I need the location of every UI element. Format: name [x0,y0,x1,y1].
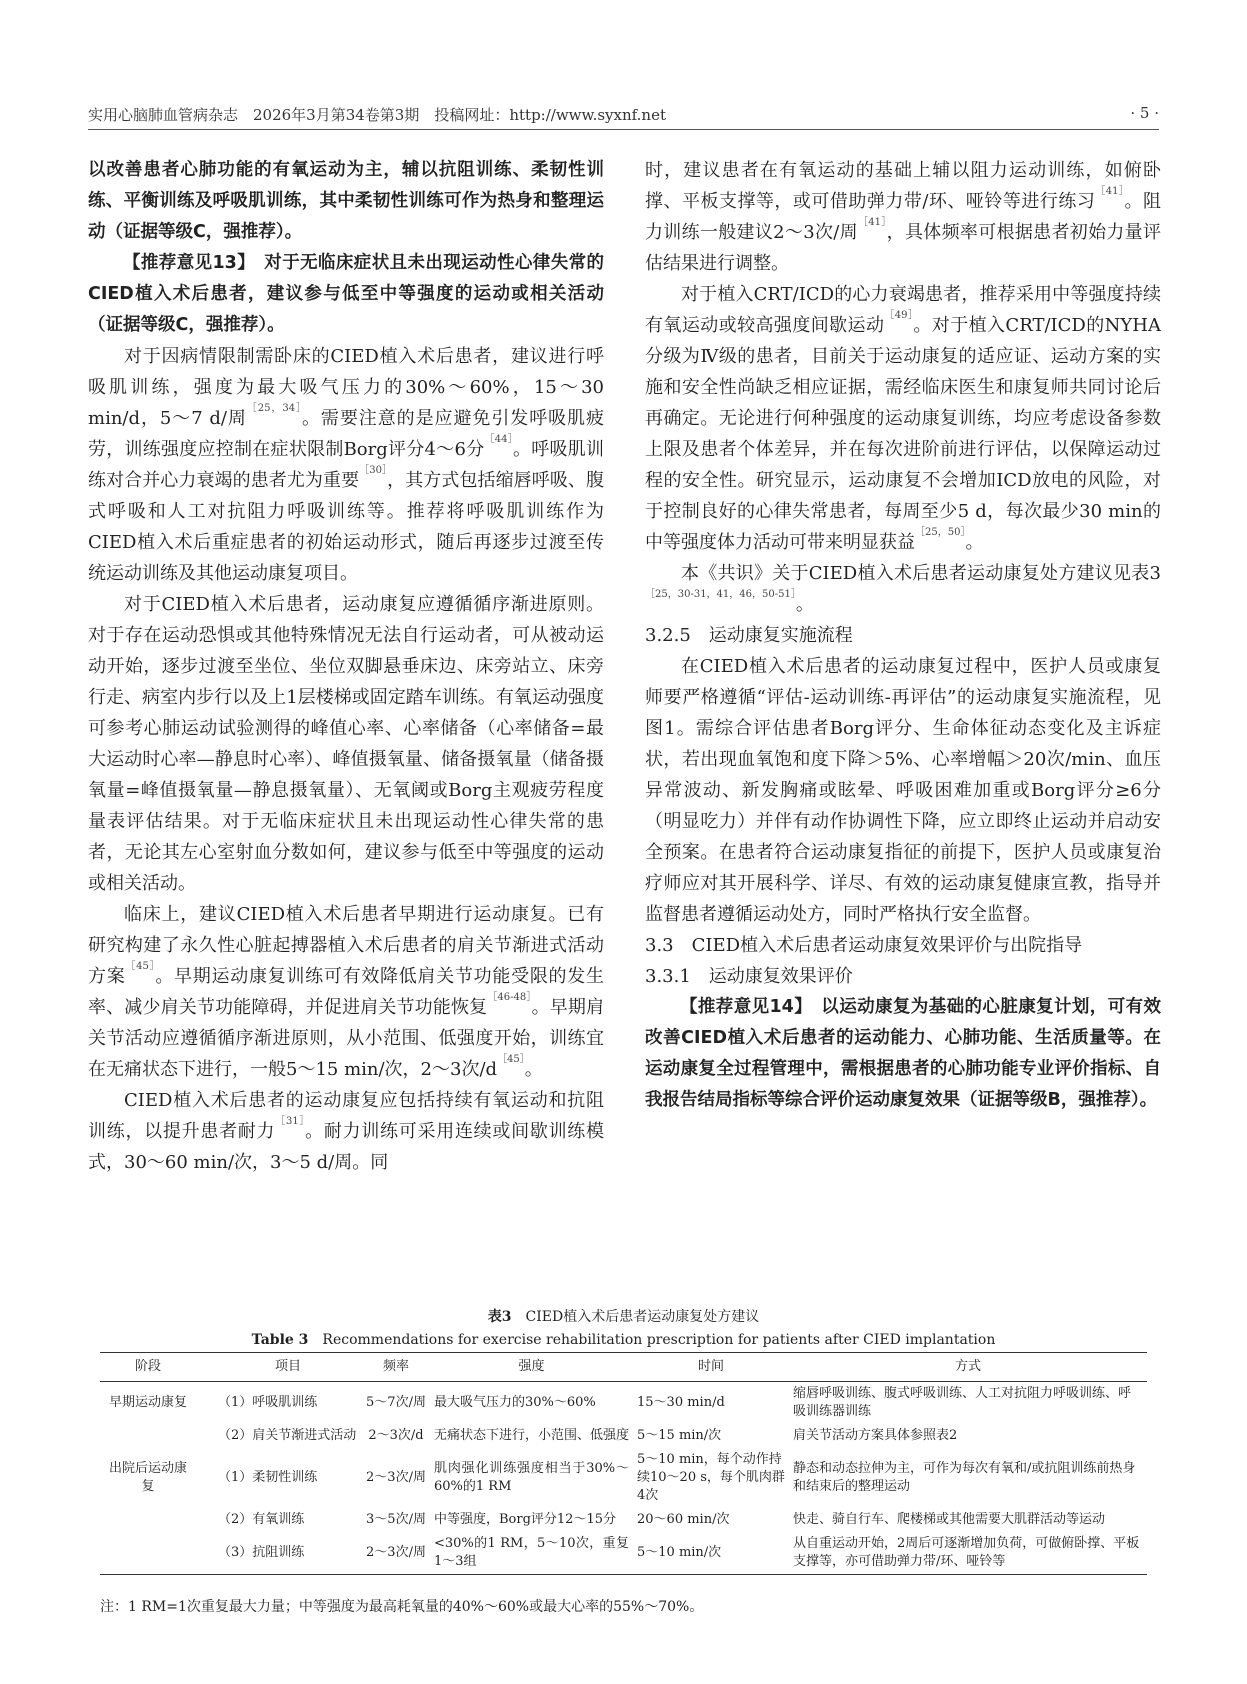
table-row [100,1382,1147,1425]
recommendation-13: 【推荐意见13】 对于无临床症状且未出现运动性心律失常的CIED植入术后患者，建议参与低至中等强度的运动或相关活动（证据等级C，强推荐）。 [88,253,604,335]
table-cell: （3）抗阻训练 [196,1532,362,1575]
table-cell: 出院后运动康复 [108,1461,187,1494]
paragraph: CIED植入术后患者的运动康复应包括持续有氧运动和抗阻训练，以提升患者耐力$^{[31]}$。耐力训练可采用连续或间歇训练模式，30～60 min/次，3～5 d/周。同 [88,1090,605,1173]
citation: ［30］ [359,465,388,476]
table-cell [100,1424,196,1448]
table-row [100,1448,1147,1508]
table-cell: <30%的1 RM，5～10次，重复1～3组 [430,1532,633,1575]
table-cell [100,1532,196,1575]
section-heading-3-3: 3.3 CIED植入术后患者运动康复效果评价与出院指导 [645,935,1083,956]
table-header-row [100,1353,1147,1382]
table-row [100,1532,1147,1575]
header-rule [88,129,1159,130]
column-header: 方式 [789,1353,1147,1382]
table-cell: 最大吸气压力的30%～60% [434,1395,596,1410]
table-cell: 2～3次/周 [366,1470,426,1485]
table-cell: 缩唇呼吸训练、腹式呼吸训练、人工对抗阻力呼吸训练、呼吸训练器训练 [793,1386,1132,1419]
right-column [645,155,1161,1116]
citation: ［41］ [1095,186,1125,197]
running-header [88,100,1159,126]
table-cell: 中等强度，Borg评分12～15分 [434,1512,617,1527]
table-cell: 5～15 min/次 [637,1428,722,1443]
column-header: 项目 [196,1353,362,1382]
table-cell: 5～7次/周 [366,1395,426,1410]
table-row [100,1508,1147,1532]
citation: ［31］ [275,1116,306,1127]
paragraph: 以改善患者心肺功能的有氧运动为主，辅以抗阻训练、柔韧性训练、平衡训练及呼吸肌训练，其中柔韧性训练可作为热身和整理运动（证据等级C，强推荐）。 [88,160,604,242]
table-cell: （1）柔韧性训练 [218,1470,318,1485]
paragraph: 本《共识》关于CIED植入术后患者运动康复处方建议见表$3^{[25,30-31,41,46,50-51]}$。 [645,563,1161,615]
table-cell: （1）呼吸肌训练 [218,1395,318,1410]
paragraph: 对于CIED植入术后患者，运动康复应遵循循序渐进原则。对于存在运动恐惧或其他特殊情况无法自行运动者，可从被动运动开始，逐步过渡至坐位、坐位双脚悬垂床边、床旁站立、床旁行走、病室内步行以及上1层楼梯或固定踏车训练。有氧运动强度可参考心肺运动试验测得的峰值心率、心率储备（心率储备=最大运动时心率—静息时心率）、峰值摄氧量、储备摄氧量（储备摄氧量=峰值摄氧量—静息摄氧量）、无氧阈或Borg主观疲劳程度量表评估结果。对于无临床症状且未出现运动性心律失常的患者，无论其左心室射血分数如何，建议参与低至中等强度的运动或相关活动。 [88,594,604,894]
table-cell: 5～10 min/次 [633,1532,789,1575]
column-header: 强度 [430,1353,633,1382]
table-cell: 无痛状态下进行，小范围、低强度 [434,1428,630,1443]
citation: ［25，30-31，41，46，50-51］ [645,589,796,600]
table-cell: （2）肩关节渐进式活动 [218,1428,357,1443]
citation: ［49］ [884,310,914,321]
paragraph: 在CIED植入术后患者的运动康复过程中，医护人员或康复师要严格遵循“评估-运动训练-再评估”的运动康复实施流程，见图1。需综合评估患者Borg评分、生命体征动态变化及主诉症状，若出现血氧饱和度下降＞5%、心率增幅＞20次/min、血压异常波动、新发胸痛或眩晕、呼吸困难加重或Borg评分≥6分（明显吃力）并伴有动作协调性下降，应立即终止运动并启动安全预案。在患者符合运动康复指征的前提下，医护人员或康复治疗师应对其开展科学、详尽、有效的运动康复健康宣教，指导并监督患者遵循运动处方，同时严格执行安全监督。 [645,656,1161,925]
citation: ［25，50］ [915,527,966,538]
citation: ［46-48］ [487,992,532,1003]
paragraph: 对于因病情限制需卧床的CIED植入术后患者，建议进行呼吸肌训练，强度为最大吸气压力的30%～60%，15～30 min/d，5～7 d/周$^{[25,34]}$。需要注意的是应避免引发呼吸肌疲劳，训练强度应控制在症状限制Borg评分4～6分$^{[44]}$。呼吸肌训练对合并心力衰竭的患者尤为重要$^{[30]}$，其方式包括缩唇呼吸、腹式呼吸和人工对抗阻力呼吸训练等。推荐将呼吸肌训练作为CIED植入术后重症患者的初始运动形式，随后再逐步过渡至传统运动训练及其他运动康复项目。 [88,346,605,584]
citation: ［45］ [497,1054,525,1065]
table-cell: 早期运动康复 [108,1395,187,1410]
table-cell: 肩关节活动方案具体参照表2 [793,1428,958,1443]
paragraph: 临床上，建议CIED植入术后患者早期进行运动康复。已有研究构建了永久性心脏起搏器植入术后患者的肩关节渐进式活动方案$^{[45]}$。早期运动康复训练可有效降低肩关节功能受限的发生率、减少肩关节功能障碍，并促进肩关节功能恢复$^{[46-48]}$。早期肩关节活动应遵循循序渐进原则，从小范围、低强度开始，训练宜在无痛状态下进行，一般5～15 min/次，2～3次$/d^{[45]}$。 [88,904,605,1080]
table-cell: 2～3次/周 [362,1532,430,1575]
table-cell: 快走、骑自行车、爬楼梯或其他需要大肌群活动等运动 [793,1512,1106,1527]
table-cell: 肌肉强化训练强度相当于30%～60%的1 RM [434,1461,629,1494]
citation: ［45］ [125,961,156,972]
citation: ［41］ [858,217,887,228]
table-cell: 2～3次/d [368,1428,424,1443]
left-column [88,155,604,1178]
journal-info: 实用心脑肺血管病杂志 2026年3月第34卷第3期 投稿网址：http://www.syxnf.net [88,106,666,124]
table-row [100,1424,1147,1448]
section-heading-3-2-5: 3.2.5 运动康复实施流程 [645,625,853,646]
column-header: 时间 [633,1353,789,1382]
table-cell: 15～30 min/d [637,1395,725,1410]
citation: ［44］ [484,434,513,445]
table-cell [100,1508,196,1532]
table-note: 注：1 RM=1次重复最大力量；中等强度为最高耗氧量的40%～60%或最大心率的55%～70%。 [100,1599,704,1615]
table-cell: 静态和动态拉伸为主，可作为每次有氧和/或抗阻训练前热身和结束后的整理运动 [793,1461,1136,1494]
table-cell: 从自重运动开始，2周后可逐渐增加负荷，可做俯卧撑、平板支撑等，亦可借助弹力带/环、哑铃等 [789,1532,1147,1575]
table-3 [100,1352,1147,1575]
table-caption-en: Table 3 Recommendations for exercise rehabilitation prescription for patients after CIED implantation [251,1332,996,1348]
page-number: · 5 · [1130,104,1159,122]
recommendation-14: 【推荐意见14】 以运动康复为基础的心脏康复计划，可有效改善CIED植入术后患者的运动能力、心肺功能、生活质量等。在运动康复全过程管理中，需根据患者的心肺功能专业评价指标、自我报告结局指标等综合评价运动康复效果（证据等级B，强推荐）。 [645,997,1161,1110]
column-header: 频率 [362,1353,430,1382]
paragraph: 对于植入CRT/ICD的心力衰竭患者，推荐采用中等强度持续有氧运动或较高强度间歇运动$^{[49]}$。对于植入CRT/ICD的NYHA分级为Ⅳ级的患者，目前关于运动康复的适应证、运动方案的实施和安全性尚缺乏相应证据，需经临床医生和康复师共同讨论后再确定。无论进行何种强度的运动康复训练，均应考虑设备参数上限及患者个体差异，并在每次进阶前进行评估，以保障运动过程的安全性。研究显示，运动康复不会增加ICD放电的风险，对于控制良好的心律失常患者，每周至少5 d，每次最少30 min的中等强度体力活动可带来明显获益$^{[25,50]}$。 [645,284,1161,553]
table-cell: 5～10 min，每个动作持续10～20 s，每个肌肉群4次 [637,1452,785,1503]
table-cell: 20～60 min/次 [637,1512,730,1527]
column-header: 阶段 [100,1353,196,1382]
section-heading-3-3-1: 3.3.1 运动康复效果评价 [645,966,853,987]
citation: ［25，34］ [246,403,302,414]
table-caption-cn: 表3 CIED植入术后患者运动康复处方建议 [487,1309,760,1325]
paragraph: 时，建议患者在有氧运动的基础上辅以阻力运动训练，如俯卧撑、平板支撑等，或可借助弹力带/环、哑铃等进行练习$^{[41]}$。阻力训练一般建议2～3次/周$^{[41]}$，具体频率可根据患者初始力量评估结果进行调整。 [645,160,1162,274]
table-cell: 3～5次/周 [366,1512,426,1527]
table-cell: （2）有氧训练 [218,1512,305,1527]
